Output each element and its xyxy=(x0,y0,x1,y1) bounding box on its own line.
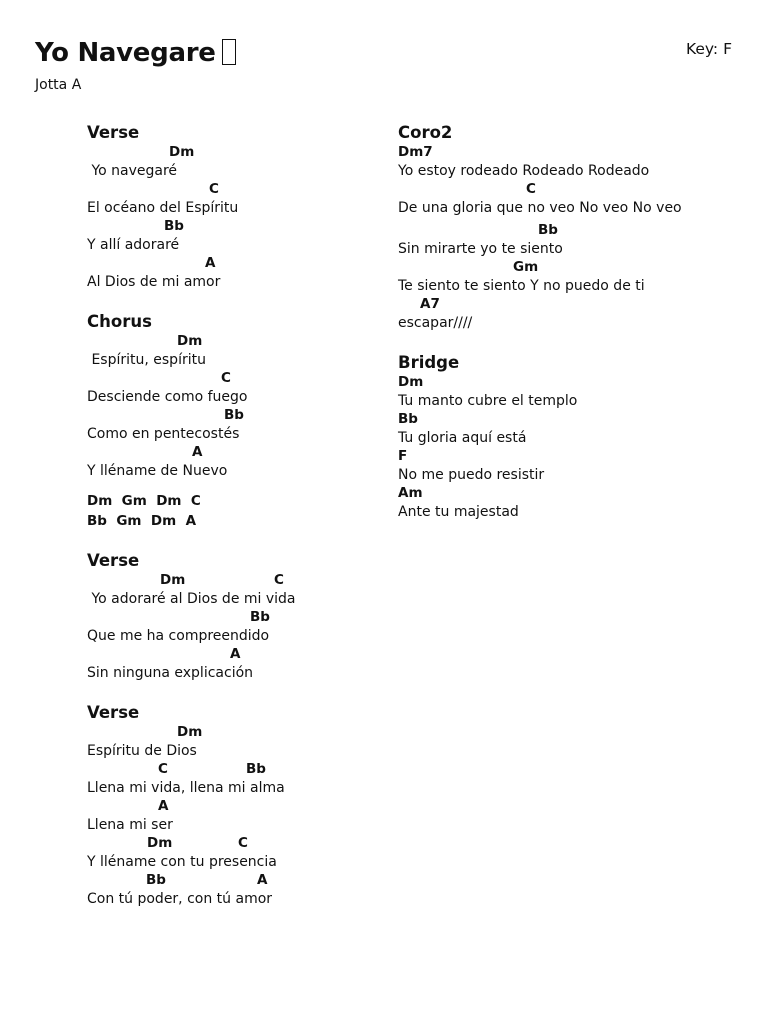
lyric-text: Sin ninguna explicación xyxy=(87,665,254,681)
left-column xyxy=(87,121,377,927)
lyric-line xyxy=(398,222,738,259)
chord: C xyxy=(526,181,536,197)
chord: A xyxy=(158,798,169,814)
right-column xyxy=(398,121,738,540)
chord: Dm xyxy=(160,572,186,588)
chord: A xyxy=(192,444,203,460)
chord: Am xyxy=(398,485,423,501)
artist-name: Jotta A xyxy=(35,77,82,93)
lyric-text: Con tú poder, con tú amor xyxy=(87,891,273,907)
lyric-line xyxy=(398,181,738,218)
lyric-line xyxy=(87,444,377,481)
chord: Bb xyxy=(538,222,558,238)
lyric-line xyxy=(87,646,377,683)
chord: A xyxy=(230,646,241,662)
lyric-text: Tu manto cubre el templo xyxy=(398,393,578,409)
chord: Bb xyxy=(398,411,418,427)
lyric-text: No me puedo resistir xyxy=(398,467,545,483)
chord: A xyxy=(205,255,216,271)
lyric-text: Al Dios de mi amor xyxy=(87,274,221,290)
lyric-text: Te siento te siento Y no puedo de ti xyxy=(398,278,645,294)
chord-progression: Dm Gm Dm C xyxy=(87,493,201,509)
chord: F xyxy=(398,448,408,464)
lyric-line xyxy=(398,411,738,448)
lyric-line xyxy=(398,485,738,522)
lyric-text: Yo estoy rodeado Rodeado Rodeado xyxy=(398,163,650,179)
chord: Bb xyxy=(246,761,266,777)
lyric-line xyxy=(398,374,738,411)
chord: C xyxy=(274,572,284,588)
lyric-line xyxy=(398,259,738,296)
chord: Dm xyxy=(177,333,203,349)
lyric-line xyxy=(398,296,738,333)
lyric-line xyxy=(398,144,738,181)
lyric-text: Tu gloria aquí está xyxy=(398,430,527,446)
section-title: Verse xyxy=(87,551,140,570)
chorus-section xyxy=(87,310,377,531)
chord: C xyxy=(209,181,219,197)
lyric-line xyxy=(87,835,377,872)
lyric-line xyxy=(87,724,377,761)
chord: Bb xyxy=(146,872,166,888)
missing-glyph-icon xyxy=(222,39,236,65)
section-title: Bridge xyxy=(398,353,460,372)
chord: C xyxy=(238,835,248,851)
lyric-text: De una gloria que no veo No veo No veo xyxy=(398,200,682,216)
lyric-line xyxy=(87,218,377,255)
lyric-line xyxy=(87,572,377,609)
verse-section xyxy=(87,701,377,909)
lyric-text: Llena mi ser xyxy=(87,817,173,833)
chord: Dm xyxy=(177,724,203,740)
chord: A xyxy=(257,872,268,888)
verse-section xyxy=(87,121,377,292)
lyric-text: Yo navegaré xyxy=(87,163,178,179)
chord: Dm xyxy=(169,144,195,160)
song-title: Yo Navegare xyxy=(35,38,236,68)
chord: Gm xyxy=(513,259,539,275)
chord: Dm xyxy=(147,835,173,851)
chord: Bb xyxy=(164,218,184,234)
lyric-line xyxy=(87,609,377,646)
chord: Dm xyxy=(398,374,424,390)
lyric-text: Ante tu majestad xyxy=(398,504,519,520)
song-key: Key: F xyxy=(685,40,732,58)
chord: C xyxy=(221,370,231,386)
lyric-text: Como en pentecostés xyxy=(87,426,240,442)
lyric-line xyxy=(87,255,377,292)
verse-section xyxy=(87,549,377,683)
lyric-text: Y allí adoraré xyxy=(87,237,180,253)
chord-progression: Bb Gm Dm A xyxy=(87,513,197,529)
lyric-line xyxy=(87,370,377,407)
coro2-section xyxy=(398,121,738,333)
lyric-text: Y lléname de Nuevo xyxy=(87,463,228,479)
lyric-line xyxy=(87,407,377,444)
section-title: Verse xyxy=(87,703,140,722)
chord: Bb xyxy=(224,407,244,423)
chord: Dm7 xyxy=(398,144,433,160)
lyric-text: El océano del Espíritu xyxy=(87,200,239,216)
bridge-section xyxy=(398,351,738,522)
lyric-line xyxy=(87,181,377,218)
lyric-text: escapar//// xyxy=(398,315,473,331)
lyric-text: Espíritu, espíritu xyxy=(87,352,206,368)
lyric-line xyxy=(87,798,377,835)
lyric-line xyxy=(87,333,377,370)
lyric-text: Llena mi vida, llena mi alma xyxy=(87,780,285,796)
section-title: Chorus xyxy=(87,312,152,331)
lyric-text: Y lléname con tu presencia xyxy=(87,854,277,870)
chord: A7 xyxy=(420,296,440,312)
lyric-text: Sin mirarte yo te siento xyxy=(398,241,563,257)
lyric-text: Desciende como fuego xyxy=(87,389,248,405)
lyric-line xyxy=(87,761,377,798)
chord: C xyxy=(158,761,168,777)
lyric-text: Yo adoraré al Dios de mi vida xyxy=(87,591,296,607)
lyric-text: Que me ha compreendido xyxy=(87,628,270,644)
section-title: Verse xyxy=(87,123,140,142)
lyric-text: Espíritu de Dios xyxy=(87,743,197,759)
chord: Bb xyxy=(250,609,270,625)
lyric-line xyxy=(87,144,377,181)
section-title: Coro2 xyxy=(398,123,453,142)
lyric-line xyxy=(398,448,738,485)
lyric-line xyxy=(87,872,377,909)
